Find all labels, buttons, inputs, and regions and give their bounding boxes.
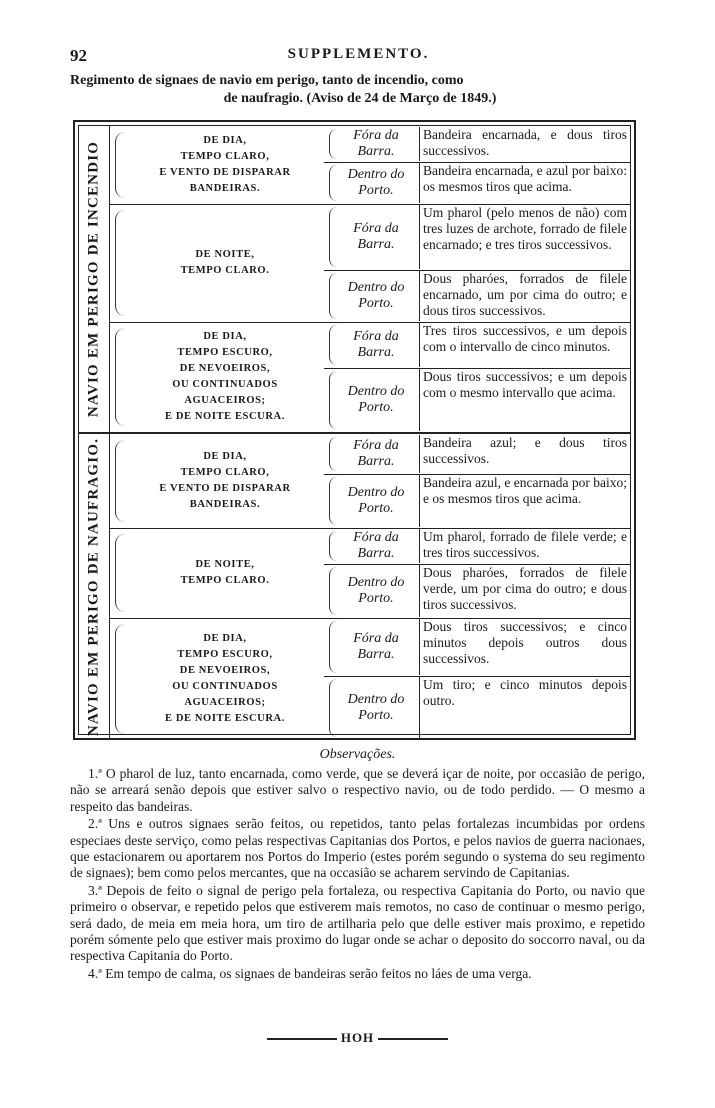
observation-note: 3.ª Depois de feito o signal de perigo pela fortaleza, ou respectiva Capitania do Porto, ou navio que primeiro o observar, e repetido pelos que estiverem mais remotos, no caso de continuar o mesmo perigo, será dado, de meia em meia hora, um tiro de artilharia pelo que delle estiver mais proximo, e repetido porém sómente pelo que estiver mais proximo do lugar onde se achar o deposito do soccorro naval, ou da respectiva Capitania do Porto. <box>70 882 645 964</box>
place-line: Fóra da <box>353 438 399 453</box>
table-row <box>109 322 630 432</box>
condition-line: DE NOITE, <box>195 559 255 570</box>
condition-line: AGUACEIROS; <box>184 395 266 406</box>
page-number: 92 <box>70 46 87 65</box>
condition-line: DE DIA, <box>203 633 247 644</box>
place-line: Dentro do <box>347 485 405 500</box>
ornament-divider <box>0 1030 715 1046</box>
place-line: Fóra da <box>353 530 399 545</box>
page-header <box>70 46 647 68</box>
place-line: Porto. <box>358 708 394 723</box>
condition-line: OU CONTINUADOS <box>172 681 278 692</box>
condition-line: DE DIA, <box>203 451 247 462</box>
running-title: SUPPLEMENTO. <box>287 46 430 62</box>
place-cell <box>335 280 417 312</box>
condition-line: AGUACEIROS; <box>184 697 266 708</box>
condition-cell <box>119 631 331 727</box>
condition-cell <box>119 557 331 589</box>
place-line: Fóra da <box>353 221 399 236</box>
place-cell <box>335 485 417 517</box>
condition-line: E DE NOITE ESCURA. <box>165 411 285 422</box>
condition-line: DE NOITE, <box>195 249 255 260</box>
condition-line: DE DIA, <box>203 331 247 342</box>
condition-line: BANDEIRAS. <box>189 499 261 510</box>
condition-line: TEMPO CLARO. <box>180 265 270 276</box>
table-band <box>79 126 630 432</box>
place-cell <box>335 692 417 724</box>
place-line: Porto. <box>358 501 394 516</box>
band-side-label-cell <box>79 126 110 432</box>
table-band <box>79 434 630 740</box>
signal-cell: Bandeira azul; e dous tiros successivos. <box>419 435 627 473</box>
place-line: Porto. <box>358 400 394 415</box>
condition-line: OU CONTINUADOS <box>172 379 278 390</box>
condition-line: E DE NOITE ESCURA. <box>165 713 285 724</box>
title-line-1: Regimento de signaes de navio em perigo, tanto de incendio, como <box>70 73 464 88</box>
band-side-label-cell <box>79 434 110 740</box>
place-cell <box>335 329 417 361</box>
place-cell <box>335 438 417 470</box>
condition-line: BANDEIRAS. <box>189 183 261 194</box>
place-line: Fóra da <box>353 631 399 646</box>
place-cell <box>335 167 417 199</box>
place-cell <box>335 384 417 416</box>
condition-line: DE DIA, <box>203 135 247 146</box>
place-line: Porto. <box>358 296 394 311</box>
ornament-bar-left <box>267 1038 337 1040</box>
observation-note: 2.ª Uns e outros signaes serão feitos, ou repetidos, tanto pelas fortalezas incumbidas por ordens especiaes deste serviço, como pelas respectivas Capitanias dos Portos, e pelos navios de guerra nacionaes, que estacionarem ou aportarem nos Portos do Imperio (estes porém segundo o systema do seu regimento de signaes); bem como pelos mercantes, que na occasião se acharem servindo de Capitanias. <box>70 816 645 881</box>
signal-cell: Bandeira encarnada, e azul por baixo: os mesmos tiros que acima. <box>419 163 627 203</box>
condition-line: TEMPO ESCURO, <box>177 347 273 358</box>
table-row <box>109 434 630 528</box>
condition-cell <box>119 329 331 425</box>
signal-cell: Um pharol, forrado de filele verde; e tres tiros successivos. <box>419 529 627 563</box>
title-line-2: de naufragio. (Aviso de 24 de Março de 1849.) <box>223 91 497 106</box>
place-line: Porto. <box>358 591 394 606</box>
condition-line: TEMPO CLARO. <box>180 575 270 586</box>
band-side-label: NAVIO EM PERIGO DE INCENDIO <box>85 140 102 418</box>
band-side-label: NAVIO EM PERIGO DE NAUFRAGIO. <box>85 437 102 737</box>
observation-note: 4.ª Em tempo de calma, os signaes de bandeiras serão feitos no láes de uma verga. <box>88 965 532 981</box>
condition-line: TEMPO CLARO, <box>180 467 270 478</box>
signal-cell: Bandeira azul, e encarnada por baixo; e os mesmos tiros que acima. <box>419 475 627 527</box>
signal-cell: Dous pharóes, forrados de filele verde, um por cima do outro; e dous tiros successivos. <box>419 565 627 617</box>
condition-line: DE NEVOEIROS, <box>179 363 271 374</box>
table-row <box>109 618 630 740</box>
observations-notes <box>70 766 645 983</box>
signals-table <box>73 120 636 740</box>
signal-cell: Um tiro; e cinco minutos depois outro. <box>419 677 627 739</box>
signal-cell: Dous tiros successivos; e cinco minutos depois outros dous successivos. <box>419 619 627 675</box>
place-line: Barra. <box>357 237 395 252</box>
table-row <box>109 126 630 204</box>
condition-cell <box>119 247 331 279</box>
signal-cell: Dous tiros successivos; e um depois com o mesmo intervallo que acima. <box>419 369 627 431</box>
condition-cell <box>119 133 331 197</box>
condition-line: E VENTO DE DISPARAR <box>159 167 291 178</box>
place-cell <box>335 631 417 663</box>
place-line: Barra. <box>357 546 395 561</box>
condition-cell <box>119 449 331 513</box>
condition-line: E VENTO DE DISPARAR <box>159 483 291 494</box>
regulation-title <box>70 72 650 108</box>
place-line: Dentro do <box>347 167 405 182</box>
observation-note: 1.ª O pharol de luz, tanto encarnada, como verde, que se deverá içar de noite, por occasião de perigo, não se arreará senão depois que estiver salvo o respectivo navio, ou de todo perdido. — O mesmo a respeito das bandeiras. <box>70 766 645 814</box>
place-cell <box>335 128 417 160</box>
ornament-bar-right <box>378 1038 448 1040</box>
place-line: Barra. <box>357 454 395 469</box>
observations-title: Observações. <box>319 747 396 762</box>
place-line: Dentro do <box>347 280 405 295</box>
table-row <box>109 204 630 322</box>
signal-cell: Tres tiros successivos, e um depois com o intervallo de cinco minutos. <box>419 323 627 367</box>
place-line: Barra. <box>357 144 395 159</box>
signal-cell: Um pharol (pelo menos de não) com tres luzes de archote, forrado de filele encarnado; e tres tiros successivos. <box>419 205 627 269</box>
place-line: Porto. <box>358 183 394 198</box>
condition-line: DE NEVOEIROS, <box>179 665 271 676</box>
place-cell <box>335 575 417 607</box>
signals-table-inner <box>78 125 631 735</box>
place-cell <box>335 530 417 562</box>
place-line: Fóra da <box>353 128 399 143</box>
place-line: Dentro do <box>347 575 405 590</box>
place-cell <box>335 221 417 253</box>
ornament-mark: HOH <box>340 1030 375 1045</box>
place-line: Dentro do <box>347 384 405 399</box>
condition-line: TEMPO CLARO, <box>180 151 270 162</box>
place-line: Dentro do <box>347 692 405 707</box>
signal-cell: Bandeira encarnada, e dous tiros successivos. <box>419 127 627 161</box>
table-row <box>109 528 630 618</box>
place-line: Barra. <box>357 345 395 360</box>
condition-line: TEMPO ESCURO, <box>177 649 273 660</box>
place-line: Barra. <box>357 647 395 662</box>
signal-cell: Dous pharóes, forrados de filele encarnado, um por cima do outro; e dous tiros successivos. <box>419 271 627 321</box>
place-line: Fóra da <box>353 329 399 344</box>
